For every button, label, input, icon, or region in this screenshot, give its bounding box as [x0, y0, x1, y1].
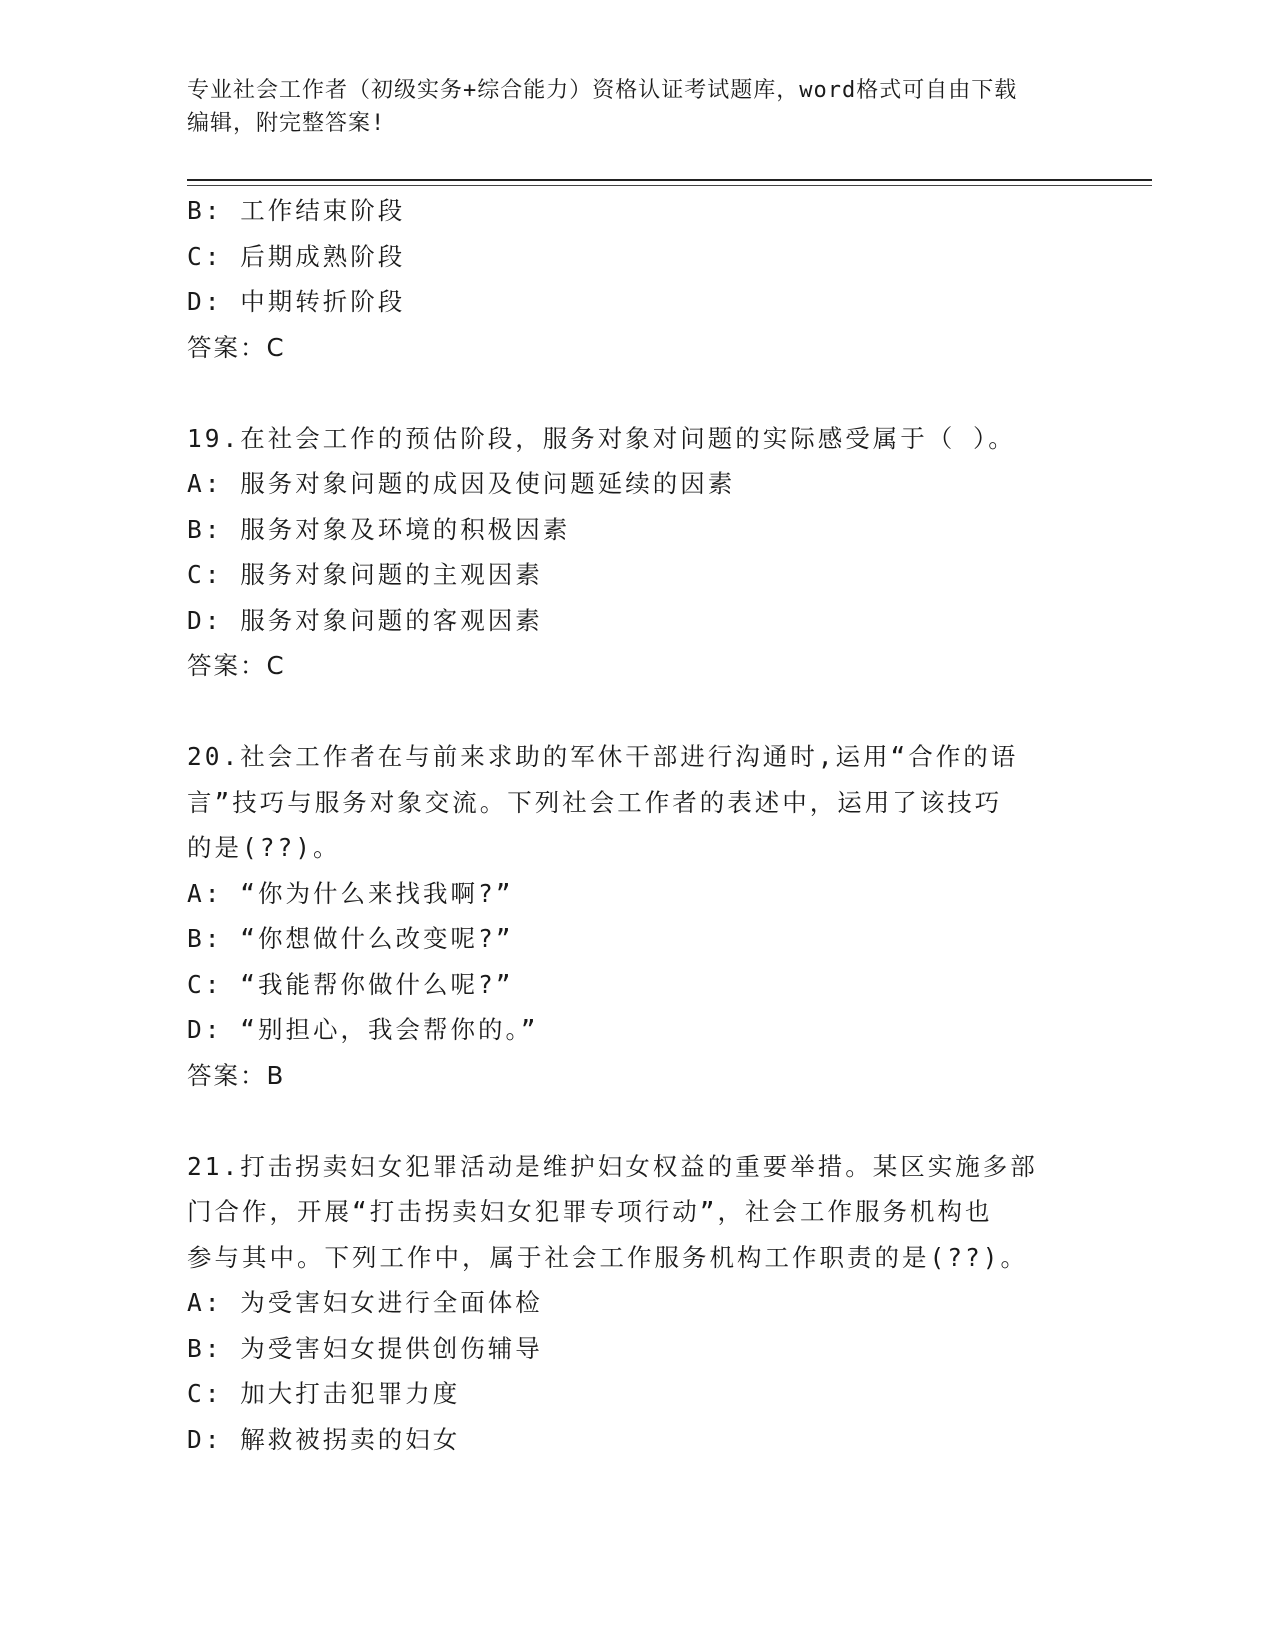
header-line-2: 编辑，附完整答案! — [187, 111, 386, 136]
option-c: C: 后期成熟阶段 — [187, 241, 406, 271]
header-divider-thick — [187, 179, 1152, 181]
option-a: A: 服务对象问题的成因及使问题延续的因素 — [187, 469, 736, 498]
spacer — [187, 1098, 1087, 1144]
question-stem-line-2: 言”技巧与服务对象交流。下列社会工作者的表述中，运用了该技巧 — [187, 787, 1003, 817]
question-21 — [187, 1144, 1087, 1463]
question-list — [187, 188, 1087, 1462]
question-20 — [187, 734, 1087, 1098]
answer: 答案：B — [187, 1060, 286, 1090]
spacer — [187, 689, 1087, 735]
question-stem-line-1: 20.社会工作者在与前来求助的军休干部进行沟通时,运用“合作的语 — [187, 742, 1019, 771]
document-header — [187, 74, 1087, 140]
question-stem-line-2: 门合作，开展“打击拐卖妇女犯罪专项行动”，社会工作服务机构也 — [187, 1197, 993, 1226]
question-stem: 19.在社会工作的预估阶段，服务对象对问题的实际感受属于（ ）。 — [187, 423, 1016, 453]
question-stem-line-3: 的是(??)。 — [187, 833, 341, 862]
option-b: B: 为受害妇女提供创伤辅导 — [187, 1333, 543, 1363]
option-a: A: 为受害妇女进行全面体检 — [187, 1288, 543, 1317]
option-d: D: “别担心，我会帮你的。” — [187, 1015, 539, 1044]
option-d: D: 中期转折阶段 — [187, 287, 406, 316]
question-stem-line-1: 21.打击拐卖妇女犯罪活动是维护妇女权益的重要举措。某区实施多部 — [187, 1151, 1038, 1181]
option-b: B: “你想做什么改变呢?” — [187, 924, 514, 953]
answer: 答案：C — [187, 332, 286, 362]
spacer — [187, 370, 1087, 416]
option-c: C: 服务对象问题的主观因素 — [187, 560, 543, 589]
option-a: A: “你为什么来找我啊?” — [187, 878, 514, 908]
question-19 — [187, 416, 1087, 689]
header-divider-thin — [187, 185, 1152, 186]
option-c: C: 加大打击犯罪力度 — [187, 1379, 461, 1408]
option-b: B: 服务对象及环境的积极因素 — [187, 514, 571, 544]
question-stem-line-3: 参与其中。下列工作中，属于社会工作服务机构工作职责的是(??)。 — [187, 1242, 1028, 1272]
header-line-1: 专业社会工作者（初级实务+综合能力）资格认证考试题库，word格式可自由下载 — [187, 78, 1018, 103]
option-b: B: 工作结束阶段 — [187, 196, 406, 225]
answer: 答案：C — [187, 651, 286, 680]
option-c: C: “我能帮你做什么呢?” — [187, 969, 514, 999]
option-d: D: 服务对象问题的客观因素 — [187, 605, 543, 635]
option-d: D: 解救被拐卖的妇女 — [187, 1424, 461, 1454]
question-18-tail — [187, 188, 1087, 370]
